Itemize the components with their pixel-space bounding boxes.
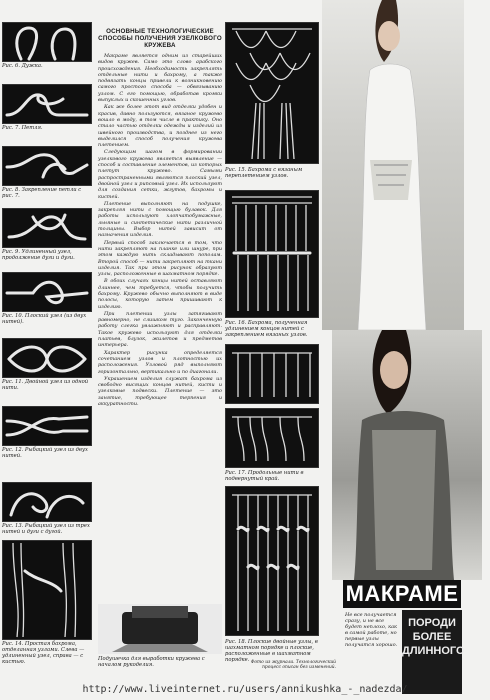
article-paragraph: Украшением изделия служат бахрома из свободно висящих концов нитей, кисти и узелковые подвески. Плетение — это занятие, требующее терпения и аккуратности. [98,375,222,408]
lace-caption: Рис. 15. Бахрома с вязаным переплетением узлов. [225,167,303,179]
model-photo-vest [332,330,482,580]
knot-caption: Рис. 6. Дужка. [2,63,43,69]
knot-caption: Рис. 7. Петля. [2,125,43,131]
knot-figure-8 [2,146,92,199]
lace-caption: Рис. 18. Плоские двойные узлы, в шахматном порядке и плоские, расположенные в шахматном порядке. [225,639,318,663]
article-paragraph: Характер рисунка определяется сочетанием узлов и плотностью их расположения. Узловой ряд выполняют горизонтально, вертикально и по диагонали. [98,349,222,375]
knot-caption: Рис. 13. Рыбацкий узел из трех нитей и дуги с дугой. [2,523,90,535]
knot-figure-11 [2,338,92,391]
knot-caption: Рис. 9. Удлиненный узел, продолжение дуги и дуги. [2,249,75,261]
knot-figure-10 [2,272,92,325]
lace-caption: Рис. 16. Бахрома, полученная удлинением концов нитей с закреплением вязаных узлов. [225,320,308,338]
article-paragraph: В обоих случаях концы нитей оставляют длиннее, чем требуется, чтобы получить бахрому. Кружево обычно выполняют в виде полосы, которую затем пришивают к изделию. [98,278,222,310]
knot-caption: Рис. 12. Рыбацкий узел из двух нитей. [2,447,88,459]
article-paragraph: Макраме является одним из старейших видов кружев. Само это слово арабского происхождения. Необходимость закреплять отдельные нити и бахрому, а также подвязать концы привели к возникновению самого простого способа — обвязыванию узлом. С его помощью, обработав кромки выпуклых и скошенных углов. [98,53,222,104]
article-body [98,53,222,407]
knot-figure-9 [2,208,92,261]
article-title: ОСНОВНЫЕ ТЕХНОЛОГИЧЕСКИЕ СПОСОБЫ ПОЛУЧЕНИЯ УЗЕЛКОВОГО КРУЖЕВА [98,28,222,49]
lace-photo-18 [225,486,319,636]
lace-pillow-photo [98,604,222,654]
macrame-banner-subtitle: ПОРОДИ БОЛЕЕ ДЛИННОГО [402,610,462,694]
photo-credits: Фото из журнала. Технологический процесс описан без изменений. [250,660,336,671]
lace-photo-16 [225,190,319,318]
knot-figure-12 [2,406,92,459]
knot-figure-13 [2,482,92,535]
macrame-banner-title: МАКРАМЕ [343,580,461,608]
knot-figure-6 [2,22,92,69]
side-note: Не все получается сразу, и не все будет неплохо, как в самой работе, но первые узлы получатся хорошо. [345,612,398,648]
article-paragraph: Первый способ заключается в том, что нити закрепляют на планке или шнуре, при этом каждую нить складывают пополам. Второй способ — нити закрепляют на ткани изделия. Так при этом рисунок образуют узлы, расположенные в шахматном порядке. [98,239,222,278]
lace-illustrations-column [225,22,319,682]
knot-caption: Рис. 11. Двойной узел из одной нити. [2,379,89,391]
knot-figure-14 [2,540,92,665]
knot-figure-7 [2,84,92,131]
knot-illustrations-column [0,22,96,672]
lace-photo-17b [225,408,319,468]
article-paragraph: Как же более этот вид отделки удобен и красив, давно пользуются, вязаное кружево вошло в моду, в том числе в практику. Оно стало частью отделки одежды и изделий из швейного производства, и позднее из него выделился способ получения кружева плетением. [98,104,222,149]
article-paragraph: При плетении узлы затягивают равномерно, не слишком туго. Законченную работу слегка увлажняют и расправляют. Такое кружево используют для отделки платьев, блузок, жилетов и предметов интерьера. [98,310,222,349]
knot-caption: Рис. 10. Плоский узел (из двух нитей). [2,313,87,325]
lace-caption: Рис. 17. Продольные нити в подвернутый край. [225,470,304,482]
model-photo-dress [322,0,464,330]
article-paragraph: Следующим шагом в формировании узелкового кружева является выявление — способ и составление элементов, из которых плетут кружево. Самыми распространенными являются плоский узел, двойной узел и рипсовый узел. Их используют для создания сетки, жгутов, бахромы и кистей. [98,149,222,200]
knot-caption: Рис. 8. Закрепление петли с рис. 7. [2,187,82,199]
source-watermark: http://www.liveinternet.ru/users/annikushka_-_nadezda/ [82,684,408,695]
pillow-caption: Подушечка для выработки кружева с началом рукоделия. [98,656,205,668]
article [98,28,222,588]
knot-caption: Рис. 14. Простая бахрома, отделанная узлами. Слева — удлиненный узел, справа — с кистью. [2,641,85,665]
article-paragraph: Плетение выполняют на подушке, закрепляя нити с помощью булавок. Для работы используют хлопчатобумажные, льняные и синтетические нити различной толщины. Выбор нитей зависит от назначения изделия. [98,200,222,239]
lace-photo-15 [225,22,319,164]
lace-photo-17a [225,344,319,404]
